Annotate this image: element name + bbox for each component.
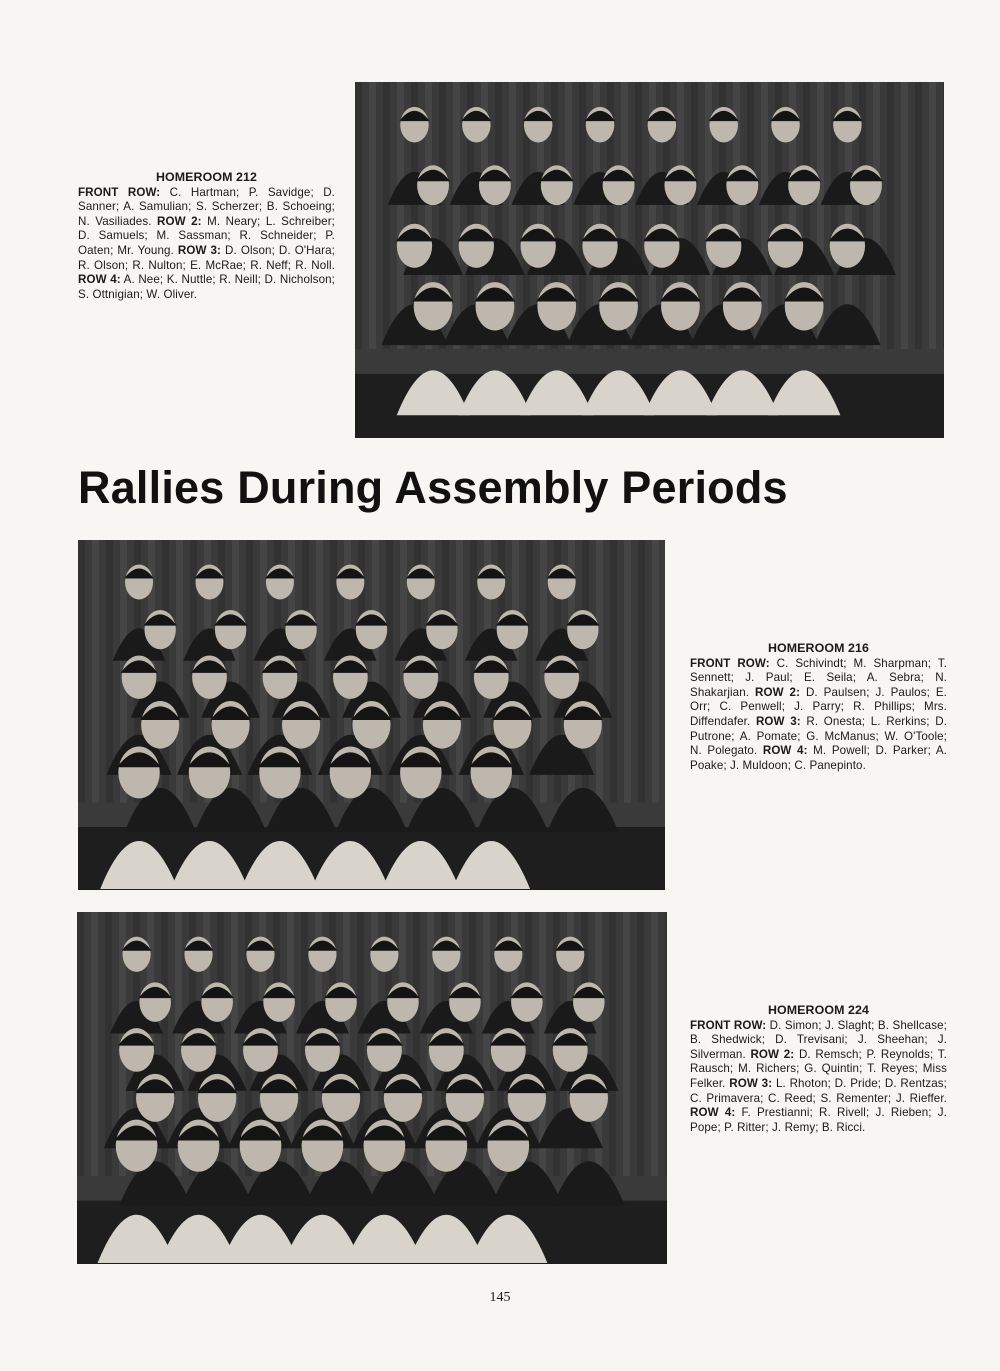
caption-title: HOMEROOM 216: [767, 641, 870, 655]
row-names: D. Simon; J. Slaght; B. Shellcase; B. Shedwick; D. Trevisani; J. Sheehan; J. Silverman.: [690, 1018, 947, 1061]
caption-title: HOMEROOM 212: [155, 170, 258, 184]
caption-title: HOMEROOM 224: [767, 1003, 870, 1017]
row-label: ROW 3:: [729, 1076, 773, 1090]
row-label: FRONT ROW:: [78, 185, 161, 199]
row-names: M. Neary; L. Schreiber; D. Samuels; M. Sassman; R. Schneider; P. Oaten; Mr. Young.: [78, 214, 335, 257]
row-names: C. Hartman; P. Savidge; D. Sanner; A. Samulian; S. Scherzer; B. Schoeing; N. Vasiliades.: [78, 185, 335, 228]
row-label: FRONT ROW:: [690, 1018, 767, 1032]
row-names: D. Olson; D. O'Hara; R. Olson; R. Nulton; E. McRae; R. Neff; R. Noll.: [78, 243, 336, 272]
row-names: D. Paulsen; J. Paulos; E. Orr; C. Penwell; J. Parry; R. Phillips; Mrs. Diffendafer.: [690, 685, 947, 728]
page-number: 145: [489, 1290, 511, 1305]
row-names: F. Prestianni; R. Rivell; J. Rieben; J. Pope; P. Ritter; J. Remy; B. Ricci.: [690, 1106, 947, 1134]
homeroom-212-photo: [355, 82, 944, 438]
row-label: ROW 2:: [755, 685, 801, 699]
row-label: ROW 3:: [755, 714, 801, 728]
row-label: ROW 4:: [78, 273, 121, 287]
homeroom-216-caption: [690, 641, 947, 773]
row-label: ROW 4:: [762, 744, 808, 758]
homeroom-224-photo: [77, 912, 667, 1264]
row-names: D. Remsch; P. Reynolds; T. Rausch; M. Richers; G. Quintin; T. Reyes; Miss Felker.: [690, 1047, 948, 1090]
row-names: A. Nee; K. Nuttle; R. Neill; D. Nicholson; S. Ottnigian; W. Oliver.: [78, 273, 335, 301]
row-label: ROW 2:: [750, 1047, 795, 1061]
row-names: C. Schivindt; M. Sharpman; T. Sennett; J. Paul; E. Seila; A. Sebra; N. Shakarjian.: [690, 656, 947, 699]
row-label: ROW 4:: [690, 1106, 736, 1120]
page-headline: Rallies During Assembly Periods: [78, 462, 788, 513]
row-names: L. Rhoton; D. Pride; D. Rentzas; C. Primavera; C. Reed; S. Rementer; J. Rieffer.: [690, 1076, 947, 1105]
row-label: ROW 3:: [177, 243, 222, 257]
row-names: M. Powell; D. Parker; A. Poake; J. Muldoon; C. Panepinto.: [690, 744, 948, 772]
homeroom-212-caption: [78, 170, 335, 302]
row-label: ROW 2:: [157, 214, 202, 228]
row-label: FRONT ROW:: [690, 656, 770, 670]
homeroom-216-photo: [78, 540, 665, 890]
homeroom-224-caption: [690, 1003, 947, 1135]
row-names: R. Onesta; L. Rerkins; D. Putrone; A. Pomate; G. McManus; W. O'Toole; N. Polegato.: [690, 714, 948, 758]
